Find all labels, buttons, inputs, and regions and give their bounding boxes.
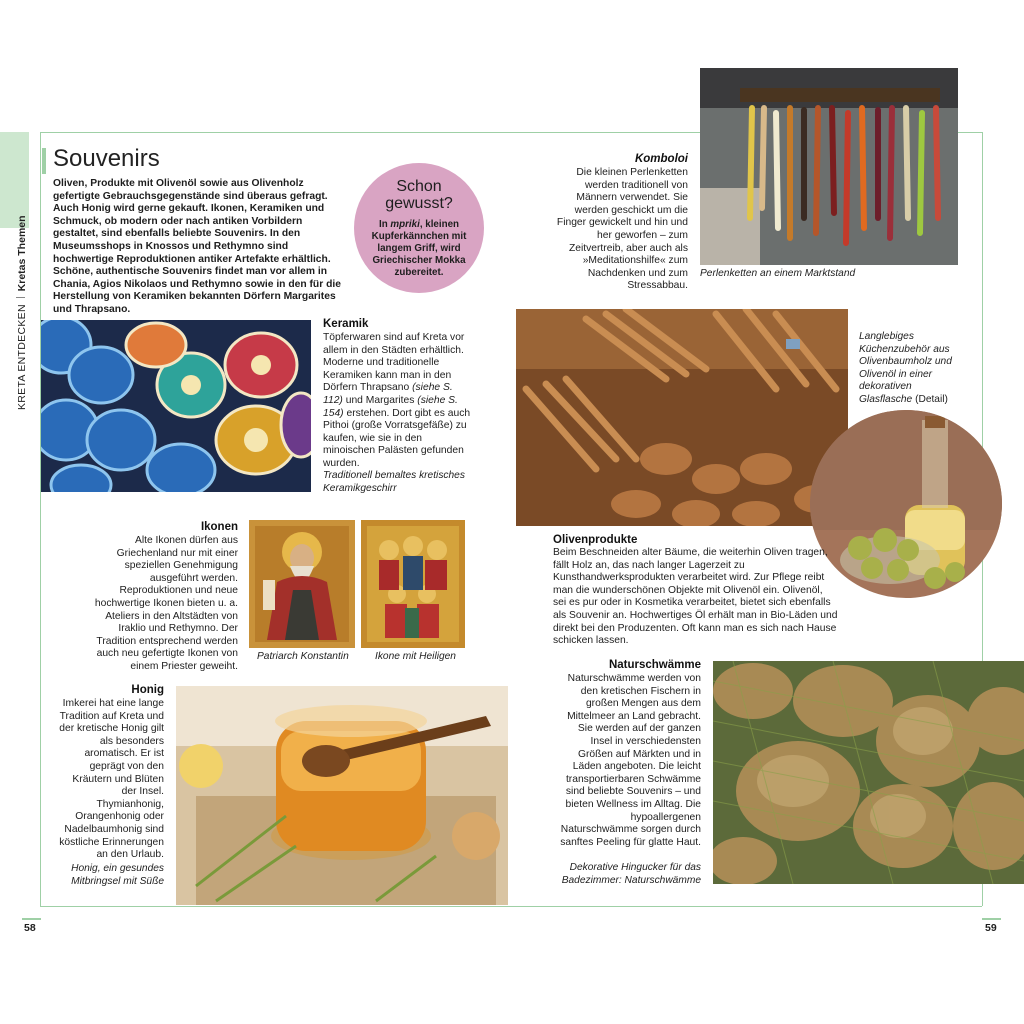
intro-paragraph-2: Schöne, authentische Souvenirs findet man vor allem in Chania, Agios Nikolaos und Rethymno sowie in den für die Herstellung von Keramiken bekannten Dörfern Margarites und Thrapsano. — [53, 266, 341, 315]
olive-caption-top: Langlebiges Küchenzubehör aus Olivenbaumholz und Olivenöl in einer dekorativen Glasflasche (Detail) — [859, 331, 952, 405]
ikonen-caption-1: Patriarch Konstantin — [257, 651, 349, 662]
komboloi-photo — [700, 68, 958, 265]
frame-left-rule — [40, 132, 41, 906]
page-number-right-rule — [982, 918, 1001, 920]
komboloi-heading: Komboloi — [634, 153, 688, 165]
olive-wood-photo — [516, 309, 848, 526]
sidebar-section: KRETA ENTDECKEN — [16, 304, 28, 410]
schwaemme-caption: Dekorative Hingucker für das Badezimmer: Naturschwämme — [561, 862, 701, 886]
sidebar-label — [15, 200, 31, 410]
ikonen-heading: Ikonen — [200, 521, 238, 533]
oliven-text: Beim Beschneiden alter Bäume, die weiterhin Oliven tragen, fällt Holz an, das nach langer Lagerzeit zu Kunsthandwerksprodukten verarbeitet wird. Zur Pflege reibt man die wunderschönen Objekte mit Olivenöl ein. Olivenöl, sei es pur oder in Kosmetika verarbeitet, bietet sich ebenfalls als Souvenir an. Hochwertiges Öl erhält man in Bio-Läden und direkt bei den Produzenten. Oft kann man es sich nach Hause schicken lassen. — [553, 547, 838, 647]
honey-photo — [176, 686, 508, 905]
bubble-term: mpriki — [390, 219, 420, 230]
page-number-right: 59 — [985, 922, 997, 934]
page-number-left-rule — [22, 918, 41, 920]
schwaemme-text: Naturschwämme werden von den kretischen Fischern in großen Mengen aus dem Mittelmeer an Land gebracht. Sie werden auf der ganzen Insel in verschiedensten Größen auf Märkten und in Läden angeboten. Die leicht transportierbaren Schwämme sind beliebte Souvenirs – und bieten Wellness im Alltag. Die hypoallergenen Naturschwämme sorgen durch sanftes Peeling für glatte Haut. — [560, 673, 701, 848]
intro-text — [53, 178, 349, 317]
frame-bottom-rule — [40, 906, 982, 907]
schwaemme-heading: Naturschwämme — [608, 659, 701, 671]
page-number-left: 58 — [24, 922, 36, 934]
bubble-text: In mpriki, kleinen Kupferkännchen mit langem Griff, wird Griechischer Mokka zubereitet. — [371, 219, 467, 278]
keramik-caption: Traditionell bemaltes kretisches Keramikgeschirr — [323, 470, 465, 494]
sponges-photo — [713, 661, 1024, 884]
icon-patriarch-photo — [249, 520, 355, 648]
title-bar — [42, 148, 46, 174]
keramik-heading: Keramik — [323, 318, 369, 330]
keramik-text: Töpferwaren sind auf Kreta vor allem in den Städten erhältlich. Moderne und traditionelle Keramiken kann man in den Dörfern Thrapsano (siehe S. 112) und Margarites (siehe S. 154) erstehen. Dort gibt es auch Pithoi (große Vorratsgefäße) zu kaufen, wie sie in den minoischen Palästen gefunden wurden. — [323, 332, 471, 469]
komboloi-caption: Perlenketten an einem Marktstand — [700, 268, 856, 279]
ceramics-photo — [41, 320, 311, 492]
ikonen-caption-2: Ikone mit Heiligen — [375, 651, 456, 662]
olive-oil-photo — [810, 410, 1002, 598]
icon-saints-photo — [361, 520, 465, 648]
honig-caption: Honig, ein gesundes Mitbringsel mit Süße — [71, 863, 164, 887]
did-you-know-bubble — [354, 163, 484, 293]
page-title: Souvenirs — [53, 145, 160, 172]
ikonen-text: Alte Ikonen dürfen aus Griechenland nur mit einer speziellen Genehmigung ausgeführt werden. Reproduktionen und neue hochwertige Ikonen bieten u. a. Ateliers in den Altstädten von Iraklio und Rethymno. Der Tradition entsprechend werden auch neu gefertigte Ikonen von einem Priester geweiht. — [94, 535, 238, 672]
honig-text: Imkerei hat eine lange Tradition auf Kreta und der kretische Honig gilt als besonders aromatisch. Er ist geprägt von den Kräutern und Blüten der Insel. Thymianhonig, Orangenhonig oder Nadelbaumhonig sind köstliche Erinnerungen an den Urlaub. — [59, 698, 164, 861]
oliven-heading: Olivenprodukte — [553, 534, 638, 546]
sidebar-chapter: Kretas Themen — [16, 215, 28, 292]
intro-paragraph-1: Oliven, Produkte mit Olivenöl sowie aus Olivenholz gefertigte Gebrauchsgegenstände sind überaus gefragt. Auch Honig wird gerne gekauft. Ikonen, Keramiken und Schmuck, ob modern oder nach antiken Vorbildern gestaltet, sind ebenfalls beliebte Souvenirs. In den Museumsshops in Knossos und Rethymno sind hochwertige Reproduktionen antiker Artefakte erhältlich. — [53, 178, 331, 265]
bubble-title: Schon gewusst? — [385, 178, 453, 212]
honig-heading: Honig — [131, 684, 164, 696]
komboloi-text: Die kleinen Perlenketten werden traditionell von Männern verwendet. Sie werden geschickt um die Finger gewickelt und hin und her geworfen – zum Zeitvertreib, aber auch als »Meditationshilfe« zum Nachdenken und zum Stressabbau. — [556, 167, 688, 292]
